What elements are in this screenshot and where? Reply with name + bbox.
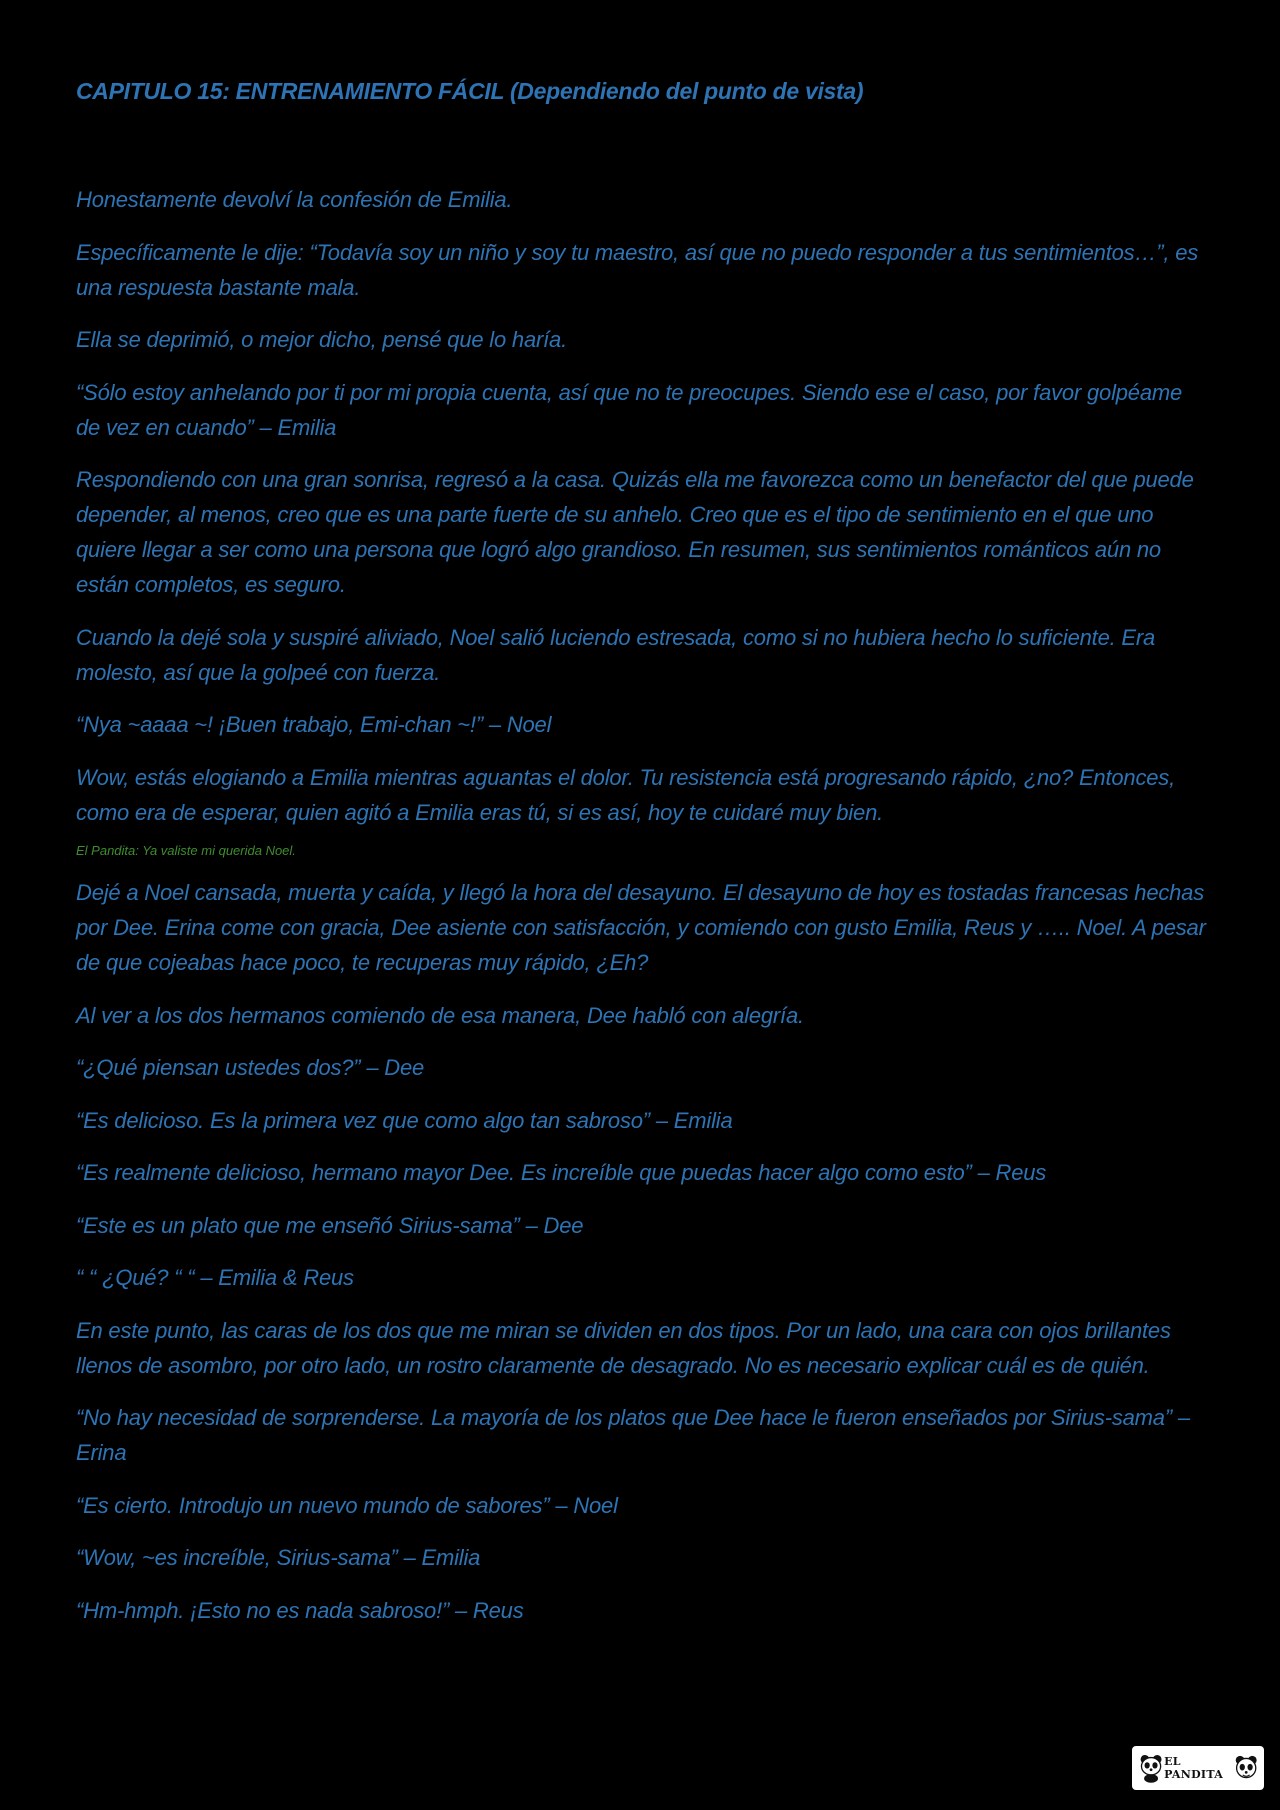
paragraph: “Nya ~aaaa ~! ¡Buen trabajo, Emi-chan ~!” – Noel xyxy=(76,712,552,737)
paragraph: Al ver a los dos hermanos comiendo de esa manera, Dee habló con alegría. xyxy=(76,1002,804,1028)
paragraph: “No hay necesidad de sorprenderse. La mayoría de los platos que Dee hace le fueron enseñados por Sirius-sama” – Erina xyxy=(76,1405,1190,1465)
paragraph: Específicamente le dije: “Todavía soy un niño y soy tu maestro, así que no puedo responder a tus sentimientos…”, es una respuesta bastante mala. xyxy=(76,239,1199,300)
paragraph: Ella se deprimió, o mejor dicho, pensé que lo haría. xyxy=(76,327,567,352)
paragraph: Respondiendo con una gran sonrisa, regresó a la casa. Quizás ella me favorezca como un benefactor del que puede depender, al menos, creo que es una parte fuerte de su anhelo. Creo que es el tipo de sentimiento en el que uno quiere llegar a ser como una persona que logró algo grandioso. En resumen, sus sentimientos románticos aún no están completos, es seguro. xyxy=(76,467,1194,597)
paragraph: “ “ ¿Qué? “ “ – Emilia & Reus xyxy=(76,1265,354,1290)
paragraph: “Este es un plato que me enseñó Sirius-sama” – Dee xyxy=(76,1212,584,1238)
panda-icon xyxy=(1234,1751,1258,1785)
paragraph: Dejé a Noel cansada, muerta y caída, y llegó la hora del desayuno. El desayuno de hoy es tostadas francesas hechas por Dee. Erina come con gracia, Dee asiente con satisfacción, y comiendo con gusto Emilia, Reus y ….. Noel. A pesar de que cojeabas hace poco, te recuperas muy rápido, ¿Eh? xyxy=(76,880,1206,975)
paragraph: “¿Qué piensan ustedes dos?” – Dee xyxy=(76,1055,425,1080)
paragraph: “Es realmente delicioso, hermano mayor Dee. Es increíble que puedas hacer algo como esto” – Reus xyxy=(76,1160,1047,1185)
chapter-title: CAPITULO 15: ENTRENAMIENTO FÁCIL (Dependiendo del punto de vista) xyxy=(76,78,864,104)
paragraph: En este punto, las caras de los dos que me miran se dividen en dos tipos. Por un lado, una cara con ojos brillantes llenos de asombro, por otro lado, un rostro claramente de desagrado. No es necesario explicar cuál es de quién. xyxy=(76,1317,1171,1378)
chapter-body xyxy=(76,182,1206,1645)
paragraph: Wow, estás elogiando a Emilia mientras aguantas el dolor. Tu resistencia está progresando rápido, ¿no? Entonces, como era de esperar, quien agitó a Emilia eras tú, si es así, hoy te cuidaré muy bien. xyxy=(76,764,1175,825)
panda-icon xyxy=(1138,1751,1164,1785)
logo-text: EL PANDITA xyxy=(1164,1755,1224,1781)
paragraph: Honestamente devolví la confesión de Emilia. xyxy=(76,187,513,212)
paragraph: “Sólo estoy anhelando por ti por mi propia cuenta, así que no te preocupes. Siendo ese el caso, por favor golpéame de vez en cuando” – Emilia xyxy=(76,379,1183,440)
paragraph: “Hm-hmph. ¡Esto no es nada sabroso!” – Reus xyxy=(76,1597,524,1623)
paragraph: “Es delicioso. Es la primera vez que como algo tan sabroso” – Emilia xyxy=(76,1107,733,1133)
paragraph: “Es cierto. Introdujo un nuevo mundo de sabores” – Noel xyxy=(76,1492,618,1518)
translator-note: El Pandita: Ya valiste mi querida Noel. xyxy=(76,843,296,858)
paragraph: “Wow, ~es increíble, Sirius-sama” – Emilia xyxy=(76,1545,481,1570)
el-pandita-logo xyxy=(1132,1746,1264,1790)
paragraph: Cuando la dejé sola y suspiré aliviado, Noel salió luciendo estresada, como si no hubiera hecho lo suficiente. Era molesto, así que la golpeé con fuerza. xyxy=(76,624,1156,685)
